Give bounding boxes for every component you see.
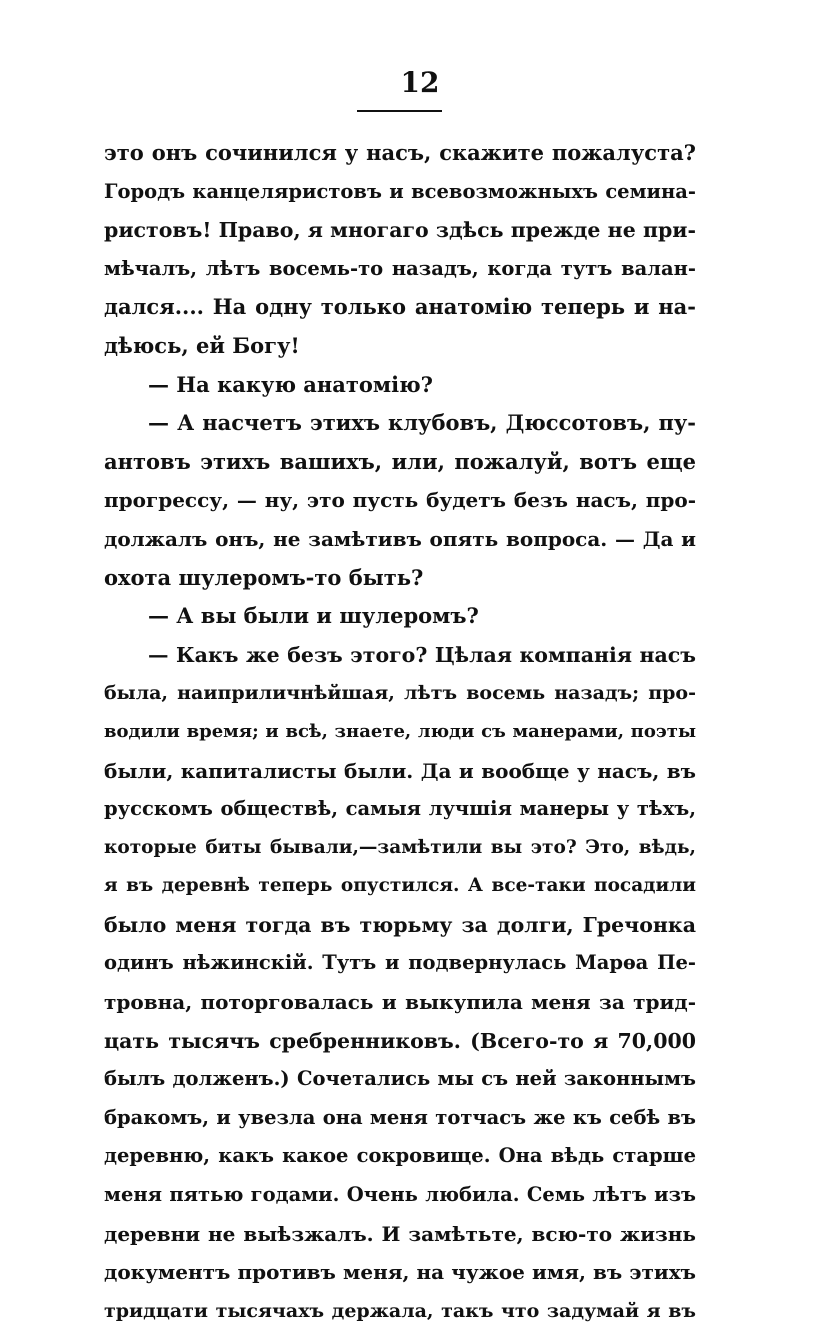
text-line: я въ деревнѣ теперь опустился. А все-таки посадили (104, 875, 696, 897)
text-line: ристовъ! Право, я многаго здѣсь прежде не при- (104, 218, 696, 243)
text-line: водили время; и всѣ, знаете, люди съ манерами, поэты (104, 720, 696, 742)
text-line: которые биты бывали,—замѣтили вы это? Это, вѣдь, (104, 836, 696, 858)
text-line: документъ противъ меня, на чужое имя, въ этихъ (104, 1260, 696, 1285)
text-line: былъ долженъ.) Сочетались мы съ ней законнымъ (104, 1067, 696, 1091)
text-line: — Какъ же безъ этого? Цѣлая компанія насъ (148, 642, 696, 667)
text-line: антовъ этихъ вашихъ, или, пожалуй, вотъ еще (104, 448, 696, 474)
body-text (104, 134, 696, 1330)
page-number-rule (357, 110, 442, 112)
text-line: охота шулеромъ-то быть? (104, 564, 424, 590)
text-line: деревни не выѣзжалъ. И замѣтьте, всю-то жизнь (104, 1221, 696, 1246)
text-line: дѣюсь, ей Богу! (104, 332, 300, 358)
text-line: мѣчалъ, лѣтъ восемь-то назадъ, когда тутъ валан- (104, 256, 696, 280)
page-number: 12 (400, 66, 440, 99)
text-line: — На какую анатомію? (148, 371, 433, 397)
text-line: — А насчетъ этихъ клубовъ, Дюссотовъ, пу- (148, 410, 696, 436)
text-line: были, капиталисты были. Да и вообще у насъ, въ (104, 758, 696, 783)
text-line: одинъ нѣжинскій. Тутъ и подвернулась Марѳа Пе- (104, 951, 696, 975)
text-line: деревню, какъ какое сокровище. Она вѣдь старше (104, 1144, 696, 1168)
text-line: меня пятью годами. Очень любила. Семь лѣтъ изъ (104, 1183, 696, 1207)
text-line: — А вы были и шулеромъ? (148, 603, 479, 629)
text-line: это онъ сочинился у насъ, скажите пожалуста? (104, 140, 696, 165)
text-line: было меня тогда въ тюрьму за долги, Гречонка (104, 912, 696, 937)
text-line: Городъ канцеляристовъ и всевозможныхъ семина- (104, 179, 696, 203)
text-line: была, наиприличнѣйшая, лѣтъ восемь назадъ; про- (104, 682, 696, 705)
text-line: цать тысячъ сребренниковъ. (Всего-то я 70,000 (104, 1028, 696, 1053)
text-line: русскомъ обществѣ, самыя лучшія манеры у тѣхъ, (104, 797, 696, 821)
text-line: должалъ онъ, не замѣтивъ опять вопроса. — Да и (104, 526, 696, 551)
text-line: бракомъ, и увезла она меня тотчасъ же къ себѣ въ (104, 1105, 696, 1129)
text-line: прогрессу, — ну, это пусть будетъ безъ насъ, про- (104, 488, 696, 513)
text-line: тровна, поторговалась и выкупила меня за трид- (104, 990, 696, 1015)
text-line: дался.... На одну только анатомію теперь и на- (104, 294, 696, 320)
text-line: тридцати тысячахъ держала, такъ что задумай я въ (104, 1299, 696, 1322)
